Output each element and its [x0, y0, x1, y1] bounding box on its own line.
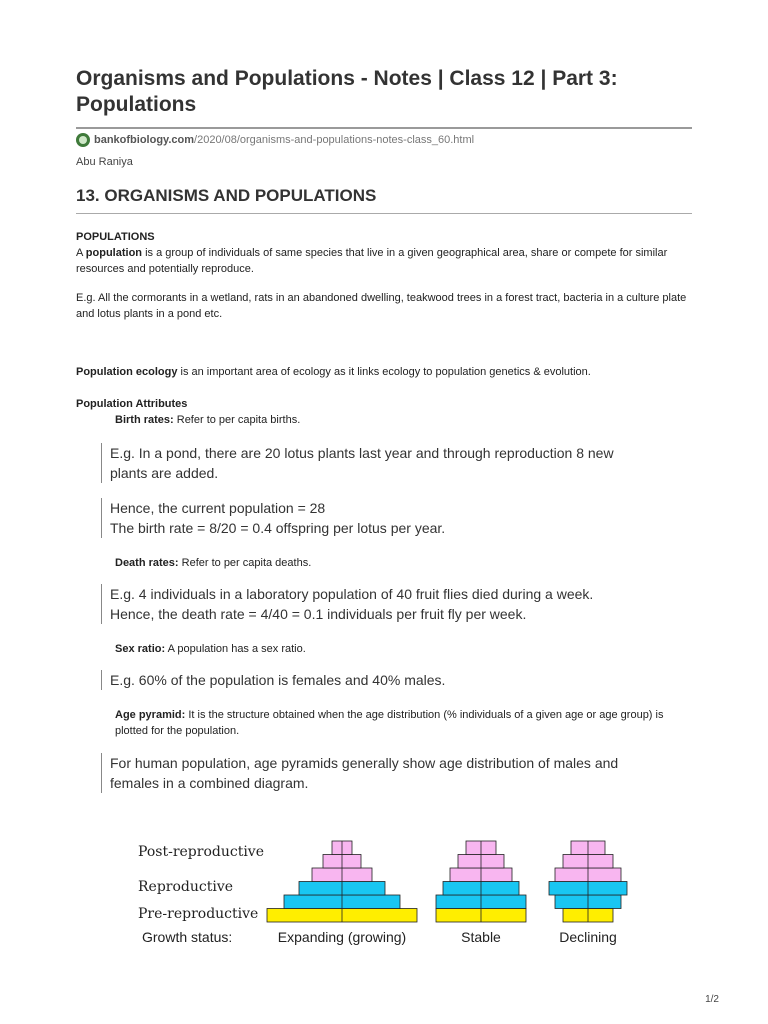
label-growth-status: Growth status: [142, 929, 233, 945]
age-pyramid-figure [136, 838, 636, 950]
age-pyramid-definition: Age pyramid: It is the structure obtained when the age distribution (% individuals of a given age or age group) is plotted for the population. [115, 709, 664, 737]
label-reproductive: Reproductive [138, 879, 234, 895]
population-example: E.g. All the cormorants in a wetland, rats in an abandoned dwelling, teakwood trees in a forest tract, bacteria in a culture plate and lotus plants in a pond etc. [76, 292, 687, 320]
source-url[interactable] [76, 133, 474, 147]
page-number: 1/2 [705, 994, 719, 1005]
status-stable: Stable [461, 929, 501, 945]
status-expanding: Expanding (growing) [277, 929, 407, 945]
title-divider [76, 127, 692, 129]
label-post-reproductive: Post-reproductive [138, 844, 264, 860]
label-pre-reproductive: Pre-reproductive [138, 906, 259, 922]
sex-ratio-definition: Sex ratio: A population has a sex ratio. [115, 643, 306, 655]
attributes-heading: Population Attributes [76, 398, 188, 410]
death-rate-definition: Death rates: Refer to per capita deaths. [115, 557, 312, 569]
population-ecology-paragraph: Population ecology is an important area of ecology as it links ecology to population genetics & evolution. [76, 366, 591, 378]
source-domain: bankofbiology.com [94, 134, 195, 146]
birth-example-quote: E.g. In a pond, there are 20 lotus plants last year and through reproduction 8 new plants are added. [101, 443, 700, 483]
population-definition: A population is a group of individuals of same species that live in a given geographical area, share or compete for similar resources and potentially reproduce. [76, 247, 668, 275]
age-pyramid-quote: For human population, age pyramids generally show age distribution of males and females in a combined diagram. [101, 753, 700, 793]
status-declining: Declining [559, 929, 617, 945]
author-name: Abu Raniya [76, 156, 133, 168]
section-divider [76, 213, 692, 214]
populations-heading: POPULATIONS [76, 231, 155, 243]
site-favicon-icon [76, 133, 90, 147]
sex-ratio-example-quote: E.g. 60% of the population is females and 40% males. [101, 670, 700, 690]
section-heading: 13. ORGANISMS AND POPULATIONS [76, 186, 377, 205]
birth-calculation-quote: Hence, the current population = 28 The birth rate = 8/20 = 0.4 offspring per lotus per year. [101, 498, 700, 538]
page-title: Organisms and Populations - Notes | Class 12 | Part 3: Populations [76, 67, 618, 116]
source-path: /2020/08/organisms-and-populations-notes-class_60.html [194, 134, 475, 146]
birth-rate-definition: Birth rates: Refer to per capita births. [115, 414, 301, 426]
death-example-quote: E.g. 4 individuals in a laboratory population of 40 fruit flies died during a week. Hence, the death rate = 4/40 = 0.1 individuals per fruit fly per week. [101, 584, 700, 624]
